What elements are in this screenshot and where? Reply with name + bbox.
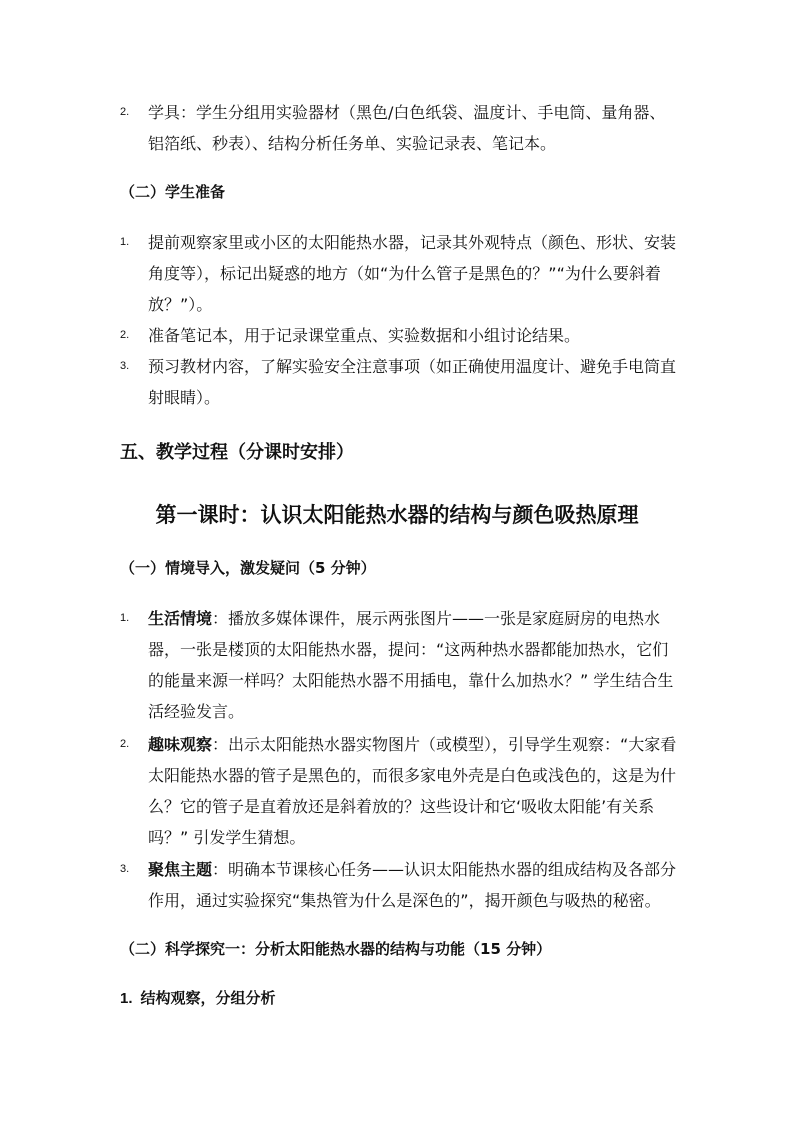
list-number: 2. (120, 106, 130, 118)
list-number: 3. (120, 360, 130, 372)
step-heading (120, 986, 276, 1011)
list-item (120, 97, 680, 159)
list-lead: 聚焦主题 (148, 860, 213, 879)
step-number: 1. (120, 990, 133, 1007)
list-item (120, 227, 680, 320)
list-text (148, 729, 680, 853)
step-title: 结构观察，分组分析 (140, 989, 276, 1007)
list-lead: 生活情境 (148, 609, 213, 628)
list-text: 预习教材内容，了解实验安全注意事项（如正确使用温度计、避免手电筒直射眼睛）。 (148, 357, 677, 407)
list-body: ：播放多媒体课件，展示两张图片——一张是家庭厨房的电热水器，一张是楼顶的太阳能热水器，提问：“这两种热水器都能加热水，它们的能量来源一样吗？太阳能热水器不用插电，靠什么加热水？” 学生结合生活经验发言。 (148, 609, 674, 721)
inquiry-heading: （二）科学探究一：分析太阳能热水器的结构与功能（15 分钟） (120, 940, 552, 958)
list-text (148, 603, 680, 727)
list-body: ：出示太阳能热水器实物图片（或模型），引导学生观察：“大家看太阳能热水器的管子是黑色的，而很多家电外壳是白色或浅色的，这是为什么？它的管子是直着放还是斜着放的？这些设计和它‘吸收太阳能’有关系吗？” 引发学生猜想。 (148, 735, 677, 847)
list-body: ：明确本节课核心任务——认识太阳能热水器的组成结构及各部分作用，通过实验探究“集热管为什么是深色的”，揭开颜色与吸热的秘密。 (148, 860, 677, 910)
intro-heading: （一）情境导入，激发疑问（5 分钟） (120, 559, 376, 577)
list-number: 2. (120, 738, 130, 750)
lesson-title: 第一课时：认识太阳能热水器的结构与颜色吸热原理 (155, 503, 639, 527)
list-text: 提前观察家里或小区的太阳能热水器，记录其外观特点（颜色、形状、安装角度等），标记出疑惑的地方（如“为什么管子是黑色的？”“为什么要斜着放？”）。 (148, 233, 677, 314)
list-text: 准备笔记本，用于记录课堂重点、实验数据和小组讨论结果。 (148, 326, 581, 345)
list-text: 学具：学生分组用实验器材（黑色/白色纸袋、温度计、手电筒、量角器、铝箔纸、秒表）、结构分析任务单、实验记录表、笔记本。 (148, 103, 666, 153)
section-title: 五、教学过程（分课时安排） (120, 442, 354, 463)
list-number: 2. (120, 329, 130, 341)
list-item (120, 351, 680, 413)
list-number: 3. (120, 863, 130, 875)
list-item (120, 729, 680, 853)
student-prep-heading: （二）学生准备 (120, 183, 226, 201)
list-text (148, 854, 680, 916)
list-number: 1. (120, 612, 130, 624)
list-item (120, 603, 680, 727)
list-item (120, 854, 680, 916)
list-number: 1. (120, 236, 130, 248)
list-item (120, 320, 680, 351)
list-lead: 趣味观察 (148, 735, 213, 754)
